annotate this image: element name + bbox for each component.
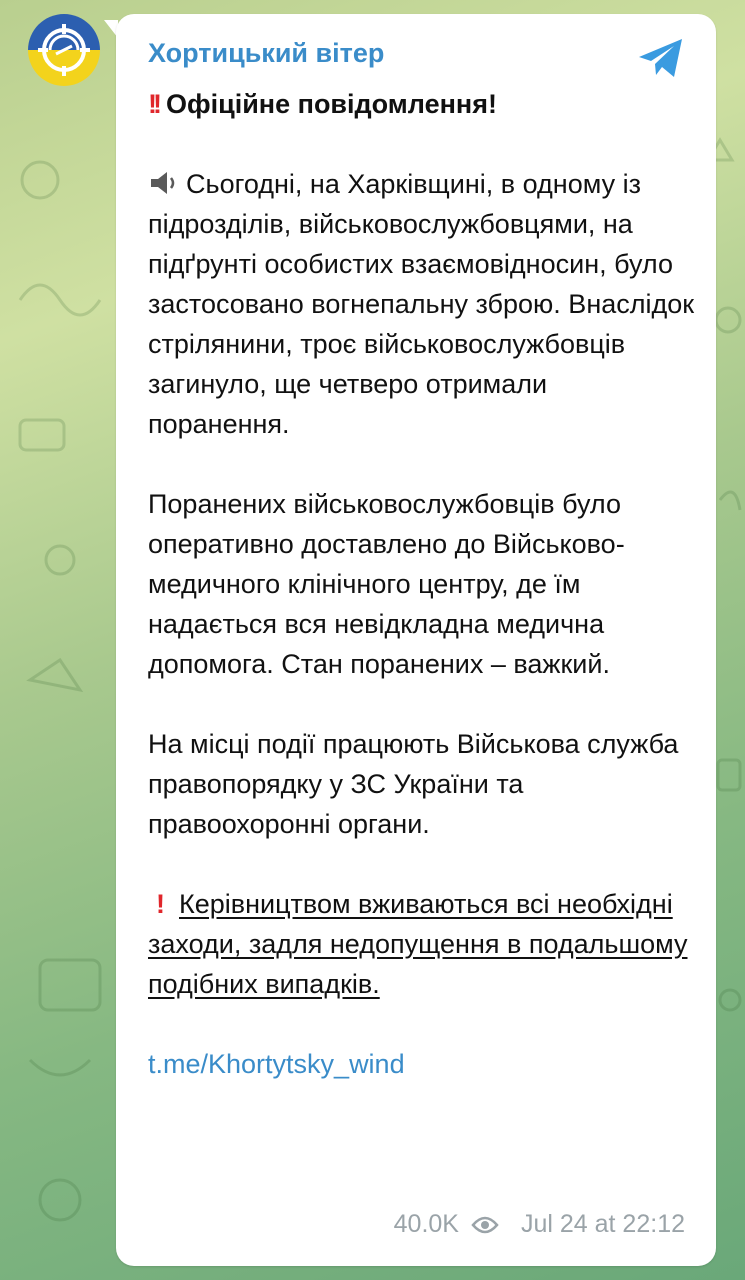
spacer <box>148 124 696 164</box>
exclamation-icon: ! <box>156 889 165 919</box>
message-meta <box>394 1210 685 1239</box>
spacer <box>148 1004 696 1044</box>
message-timestamp: Jul 24 at 22:12 <box>520 1210 685 1238</box>
headline: Офіційне повідомлення! <box>165 89 497 119</box>
spacer <box>148 844 696 884</box>
double-exclamation-icon: !! <box>148 89 158 119</box>
spacer <box>148 684 696 724</box>
paragraph-incident <box>148 164 696 444</box>
paragraph-4-text: Керівництвом вживаються всі необхідні заходи, задля недопущення в подальшому подібних випадків. <box>148 889 688 999</box>
eye-icon <box>471 1215 499 1235</box>
channel-link[interactable]: t.me/Khortytsky_wind <box>148 1049 405 1079</box>
avatar-emblem-icon <box>28 14 100 86</box>
views-count: 40.0K <box>393 1210 459 1238</box>
paragraph-1-text: Сьогодні, на Харківщині, в одному із підрозділів, військовослужбовцями, на підґрунті особистих взаємовідносин, було застосовано вогнепальну зброю. Внаслідок стрілянини, троє військовослужбовців загинуло, ще четверо отримали поранення. <box>148 169 695 439</box>
headline-line <box>148 84 696 124</box>
message-text <box>148 84 696 1084</box>
share-button[interactable] <box>636 36 686 80</box>
spacer <box>148 444 696 484</box>
channel-avatar[interactable] <box>28 14 100 86</box>
paragraph-3-text: На місці події працюють Військова служба правопорядку у ЗС України та правоохоронні органи. <box>148 729 679 839</box>
speaker-icon <box>148 169 180 197</box>
link-line <box>148 1044 696 1084</box>
paragraph-measures <box>148 884 696 1004</box>
paragraph-2-text: Поранених військовослужбовців було оперативно доставлено до Військово-медичного клінічного центру, де їм надається вся невідкладна медична допомога. Стан поранених – важкий. <box>148 489 625 679</box>
telegram-share-icon <box>636 36 686 80</box>
channel-name[interactable]: Хортицький вітер <box>148 38 385 68</box>
